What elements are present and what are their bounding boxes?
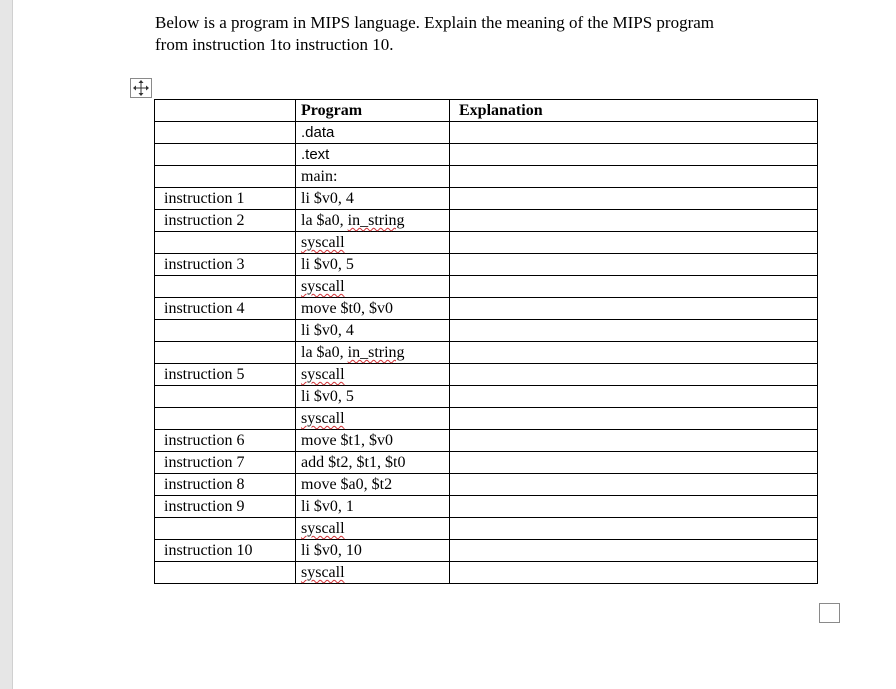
instruction-label-cell[interactable]: instruction 7 [155,452,296,474]
explanation-cell[interactable] [450,408,818,430]
instruction-label-cell[interactable]: instruction 6 [155,430,296,452]
explanation-cell[interactable] [450,496,818,518]
program-code-cell[interactable] [296,188,450,210]
instruction-label-cell[interactable] [155,408,296,430]
table-row [155,342,818,364]
spellcheck-flagged-text: in_string [347,212,405,229]
spellcheck-flagged-text: in_string [347,344,405,361]
instruction-label-cell[interactable] [155,144,296,166]
table-row [155,210,818,232]
program-code-text: .data [301,124,335,141]
question-text [155,12,835,56]
spellcheck-flagged-text: syscall [301,234,345,251]
instruction-label-cell[interactable]: instruction 10 [155,540,296,562]
table-row [155,166,818,188]
program-code-cell[interactable] [296,562,450,584]
program-code-cell[interactable] [296,122,450,144]
table-row [155,408,818,430]
program-code-cell[interactable] [296,474,450,496]
program-code-cell[interactable] [296,166,450,188]
table-row [155,122,818,144]
program-code-cell[interactable] [296,430,450,452]
instruction-label-cell[interactable] [155,122,296,144]
mips-program-table [154,99,818,584]
table-row [155,232,818,254]
program-code-cell[interactable] [296,518,450,540]
table-row [155,298,818,320]
explanation-cell[interactable] [450,342,818,364]
question-line-1: Below is a program in MIPS language. Explain the meaning of the MIPS program [155,13,715,32]
instruction-label-cell[interactable] [155,232,296,254]
program-code-cell[interactable] [296,452,450,474]
table-row [155,430,818,452]
program-code-cell[interactable] [296,364,450,386]
program-code-text: move $t1, $v0 [301,432,393,449]
program-code-text: move $t0, $v0 [301,300,393,317]
table-resize-handle-icon[interactable] [819,603,840,623]
instruction-label-cell[interactable]: instruction 3 [155,254,296,276]
explanation-cell[interactable] [450,166,818,188]
document-left-gutter [0,0,13,689]
explanation-cell[interactable] [450,452,818,474]
program-code-text: add $t2, $t1, $t0 [301,454,406,471]
header-instruction-cell[interactable] [155,100,296,122]
program-code-text: li $v0, 1 [301,498,354,515]
instruction-label-cell[interactable] [155,386,296,408]
explanation-cell[interactable] [450,430,818,452]
instruction-label-cell[interactable]: instruction 4 [155,298,296,320]
program-code-text: li $v0, 4 [301,322,354,339]
explanation-cell[interactable] [450,144,818,166]
explanation-cell[interactable] [450,320,818,342]
program-code-text: .text [301,146,330,163]
explanation-cell[interactable] [450,518,818,540]
table-row [155,276,818,298]
program-code-cell[interactable] [296,342,450,364]
program-code-cell[interactable] [296,298,450,320]
explanation-cell[interactable] [450,122,818,144]
instruction-label-cell[interactable] [155,276,296,298]
instruction-label-cell[interactable]: instruction 2 [155,210,296,232]
explanation-cell[interactable] [450,386,818,408]
program-code-text: li $v0, 4 [301,190,354,207]
table-header-row [155,100,818,122]
explanation-cell[interactable] [450,364,818,386]
program-code-text: li $v0, 5 [301,256,354,273]
program-code-text: main: [301,168,338,185]
table-row [155,320,818,342]
instruction-label-cell[interactable]: instruction 1 [155,188,296,210]
table-row [155,474,818,496]
program-code-cell[interactable] [296,254,450,276]
table-move-handle-icon[interactable] [130,78,152,98]
program-code-cell[interactable] [296,320,450,342]
program-code-text: li $v0, 10 [301,542,362,559]
table-row [155,254,818,276]
table-row [155,518,818,540]
spellcheck-flagged-text: syscall [301,564,345,581]
table-row [155,188,818,210]
program-code-text: li $v0, 5 [301,388,354,405]
explanation-cell[interactable] [450,276,818,298]
table-row [155,562,818,584]
table-row [155,364,818,386]
table-row [155,386,818,408]
table-row [155,540,818,562]
explanation-cell[interactable] [450,232,818,254]
question-line-2: from instruction 1to instruction 10. [155,35,394,54]
program-code-cell[interactable] [296,232,450,254]
table-row [155,496,818,518]
spellcheck-flagged-text: syscall [301,520,345,537]
table-row [155,144,818,166]
spellcheck-flagged-text: syscall [301,366,345,383]
header-program-cell[interactable]: Program [296,100,450,122]
program-code-cell[interactable] [296,386,450,408]
table-row [155,452,818,474]
spellcheck-flagged-text: syscall [301,278,345,295]
program-code-cell[interactable] [296,144,450,166]
program-code-text: la $a0, [301,344,348,361]
instruction-label-cell[interactable]: instruction 8 [155,474,296,496]
instruction-label-cell[interactable]: instruction 5 [155,364,296,386]
program-code-cell[interactable] [296,210,450,232]
instruction-label-cell[interactable]: instruction 9 [155,496,296,518]
program-code-cell[interactable] [296,496,450,518]
explanation-cell[interactable] [450,474,818,496]
instruction-label-cell[interactable] [155,166,296,188]
header-explanation-cell[interactable]: Explanation [450,100,818,122]
program-code-text: la $a0, [301,212,348,229]
explanation-cell[interactable] [450,562,818,584]
explanation-cell[interactable] [450,540,818,562]
instruction-label-cell[interactable] [155,518,296,540]
explanation-cell[interactable] [450,210,818,232]
program-code-cell[interactable] [296,408,450,430]
instruction-label-cell[interactable] [155,342,296,364]
move-arrows-icon [131,79,151,97]
explanation-cell[interactable] [450,298,818,320]
instruction-label-cell[interactable] [155,562,296,584]
spellcheck-flagged-text: syscall [301,410,345,427]
program-code-text: move $a0, $t2 [301,476,393,493]
program-code-cell[interactable] [296,540,450,562]
instruction-label-cell[interactable] [155,320,296,342]
program-code-cell[interactable] [296,276,450,298]
explanation-cell[interactable] [450,188,818,210]
explanation-cell[interactable] [450,254,818,276]
